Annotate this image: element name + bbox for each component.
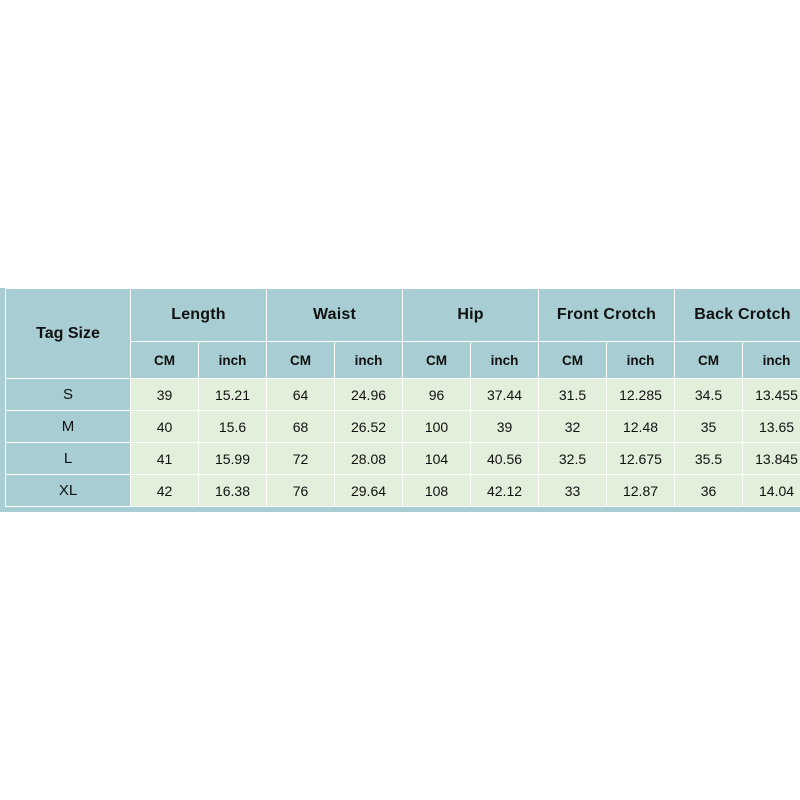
table-header: [6, 289, 800, 379]
cell-m-back-crotch-inch: 13.65: [743, 411, 800, 443]
cell-xl-hip-cm: 108: [403, 475, 471, 507]
column-group-length: Length: [131, 289, 267, 342]
size-chart-table: [5, 288, 800, 507]
cell-m-back-crotch-cm: 35: [675, 411, 743, 443]
cell-m-waist-cm: 68: [267, 411, 335, 443]
cell-xl-back-crotch-cm: 36: [675, 475, 743, 507]
cell-xl-waist-cm: 76: [267, 475, 335, 507]
column-group-waist: Waist: [267, 289, 403, 342]
unit-header-front-crotch-cm: CM: [539, 342, 607, 379]
cell-xl-length-cm: 42: [131, 475, 199, 507]
cell-xl-front-crotch-cm: 33: [539, 475, 607, 507]
cell-l-back-crotch-inch: 13.845: [743, 443, 800, 475]
row-size-label-l: L: [6, 443, 131, 475]
header-row-groups: [6, 289, 800, 342]
unit-header-length-cm: CM: [131, 342, 199, 379]
table-row: [6, 411, 800, 443]
cell-xl-front-crotch-inch: 12.87: [607, 475, 675, 507]
unit-header-front-crotch-inch: inch: [607, 342, 675, 379]
cell-m-hip-cm: 100: [403, 411, 471, 443]
cell-s-back-crotch-inch: 13.455: [743, 379, 800, 411]
cell-l-front-crotch-inch: 12.675: [607, 443, 675, 475]
cell-l-hip-inch: 40.56: [471, 443, 539, 475]
cell-l-length-cm: 41: [131, 443, 199, 475]
cell-s-length-cm: 39: [131, 379, 199, 411]
cell-s-back-crotch-cm: 34.5: [675, 379, 743, 411]
row-size-label-xl: XL: [6, 475, 131, 507]
cell-xl-back-crotch-inch: 14.04: [743, 475, 800, 507]
cell-s-hip-cm: 96: [403, 379, 471, 411]
cell-xl-length-inch: 16.38: [199, 475, 267, 507]
cell-m-hip-inch: 39: [471, 411, 539, 443]
unit-header-waist-cm: CM: [267, 342, 335, 379]
row-size-label-s: S: [6, 379, 131, 411]
column-group-hip: Hip: [403, 289, 539, 342]
table-row: [6, 379, 800, 411]
unit-header-waist-inch: inch: [335, 342, 403, 379]
cell-m-front-crotch-cm: 32: [539, 411, 607, 443]
cell-s-front-crotch-cm: 31.5: [539, 379, 607, 411]
column-header-tag-size: Tag Size: [6, 289, 131, 379]
row-size-label-m: M: [6, 411, 131, 443]
table-row: [6, 475, 800, 507]
cell-s-waist-cm: 64: [267, 379, 335, 411]
cell-m-front-crotch-inch: 12.48: [607, 411, 675, 443]
cell-l-back-crotch-cm: 35.5: [675, 443, 743, 475]
cell-l-length-inch: 15.99: [199, 443, 267, 475]
unit-header-hip-inch: inch: [471, 342, 539, 379]
cell-s-length-inch: 15.21: [199, 379, 267, 411]
cell-s-front-crotch-inch: 12.285: [607, 379, 675, 411]
column-group-back-crotch: Back Crotch: [675, 289, 800, 342]
cell-m-waist-inch: 26.52: [335, 411, 403, 443]
unit-header-length-inch: inch: [199, 342, 267, 379]
column-group-front-crotch: Front Crotch: [539, 289, 675, 342]
unit-header-back-crotch-inch: inch: [743, 342, 800, 379]
table-row: [6, 443, 800, 475]
cell-s-hip-inch: 37.44: [471, 379, 539, 411]
cell-m-length-inch: 15.6: [199, 411, 267, 443]
cell-l-front-crotch-cm: 32.5: [539, 443, 607, 475]
cell-xl-hip-inch: 42.12: [471, 475, 539, 507]
cell-l-waist-cm: 72: [267, 443, 335, 475]
cell-m-length-cm: 40: [131, 411, 199, 443]
cell-l-waist-inch: 28.08: [335, 443, 403, 475]
cell-xl-waist-inch: 29.64: [335, 475, 403, 507]
unit-header-hip-cm: CM: [403, 342, 471, 379]
cell-s-waist-inch: 24.96: [335, 379, 403, 411]
cell-l-hip-cm: 104: [403, 443, 471, 475]
unit-header-back-crotch-cm: CM: [675, 342, 743, 379]
table-body: [6, 379, 800, 507]
